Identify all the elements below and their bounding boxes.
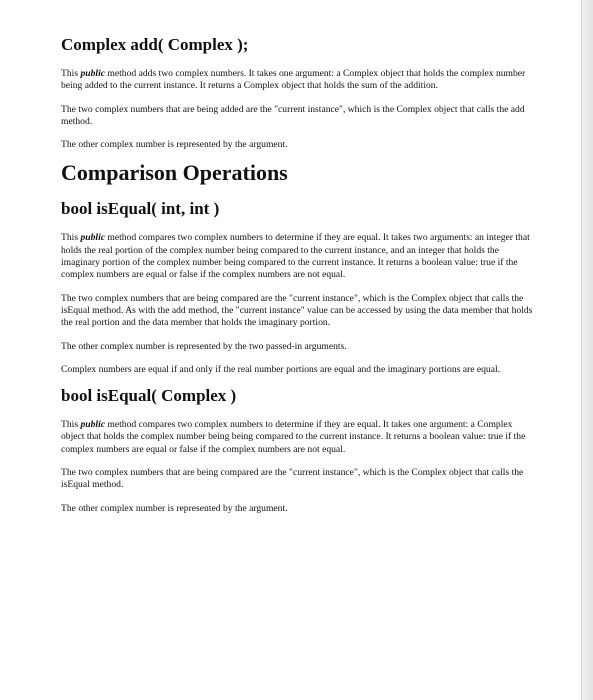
add-current-instance-note: The two complex numbers that are being added are the "current instance", which is the Complex object that calls the add method.: [61, 103, 525, 127]
isequal-complex-desc-body: method compares two complex numbers to determine if they are equal. It takes one argument: a Complex object that holds the complex number being being compared to the current instance. It returns a boolean value: true if the complex numbers are equal or false if the complex numbers are not equal.: [61, 419, 526, 455]
document-content: [61, 34, 537, 526]
page-right-edge: [581, 0, 593, 700]
isequal-int-desc-lead: This: [61, 232, 81, 244]
isequal-int-equality-rule: Complex numbers are equal if and only if the real number portions are equal and the imaginary portions are equal.: [61, 363, 501, 375]
isequal-int-heading: bool isEqual( int, int ): [61, 199, 220, 219]
add-desc-body: method adds two complex numbers. It takes one argument: a Complex object that holds the complex number being added to the current instance. It returns a Complex object that holds the sum of the addition.: [61, 68, 526, 92]
isequal-complex-argument-note: The other complex number is represented by the argument.: [61, 502, 288, 514]
isequal-complex-description: [61, 419, 537, 456]
add-description: [61, 68, 537, 93]
isequal-int-current-instance-note: The two complex numbers that are being compared are the "current instance", which is the Complex object that calls the isEqual method. As with the add method, the "current instance" value can be accessed by using the data member that holds the real portion and the data member that holds the imaginary portion.: [61, 292, 533, 329]
isequal-int-description: [61, 232, 537, 281]
isequal-complex-desc-lead: This: [61, 419, 81, 431]
comparison-operations-heading: Comparison Operations: [61, 160, 288, 186]
isequal-int-arguments-note: The other complex number is represented by the two passed-in arguments.: [61, 340, 347, 352]
isequal-complex-heading: bool isEqual( Complex ): [61, 386, 237, 406]
isequal-complex-current-instance-note: The two complex numbers that are being compared are the "current instance", which is the Complex object that calls the isEqual method.: [61, 467, 524, 491]
isequal-int-desc-body: method compares two complex numbers to determine if they are equal. It takes two arguments: an integer that holds the real portion of the complex number being compared to the current instance, and an integer that holds the imaginary portion of the complex number being compared to the current instance. It returns a boolean value: true if the complex numbers are equal or false if the complex numbers are not equal.: [61, 232, 530, 281]
add-desc-lead: This: [61, 68, 81, 79]
isequal-int-public-keyword: public: [80, 232, 105, 244]
add-public-keyword: public: [80, 68, 105, 79]
add-argument-note: The other complex number is represented by the argument.: [61, 139, 288, 151]
add-method-heading: Complex add( Complex );: [61, 35, 249, 54]
isequal-complex-public-keyword: public: [80, 419, 105, 431]
